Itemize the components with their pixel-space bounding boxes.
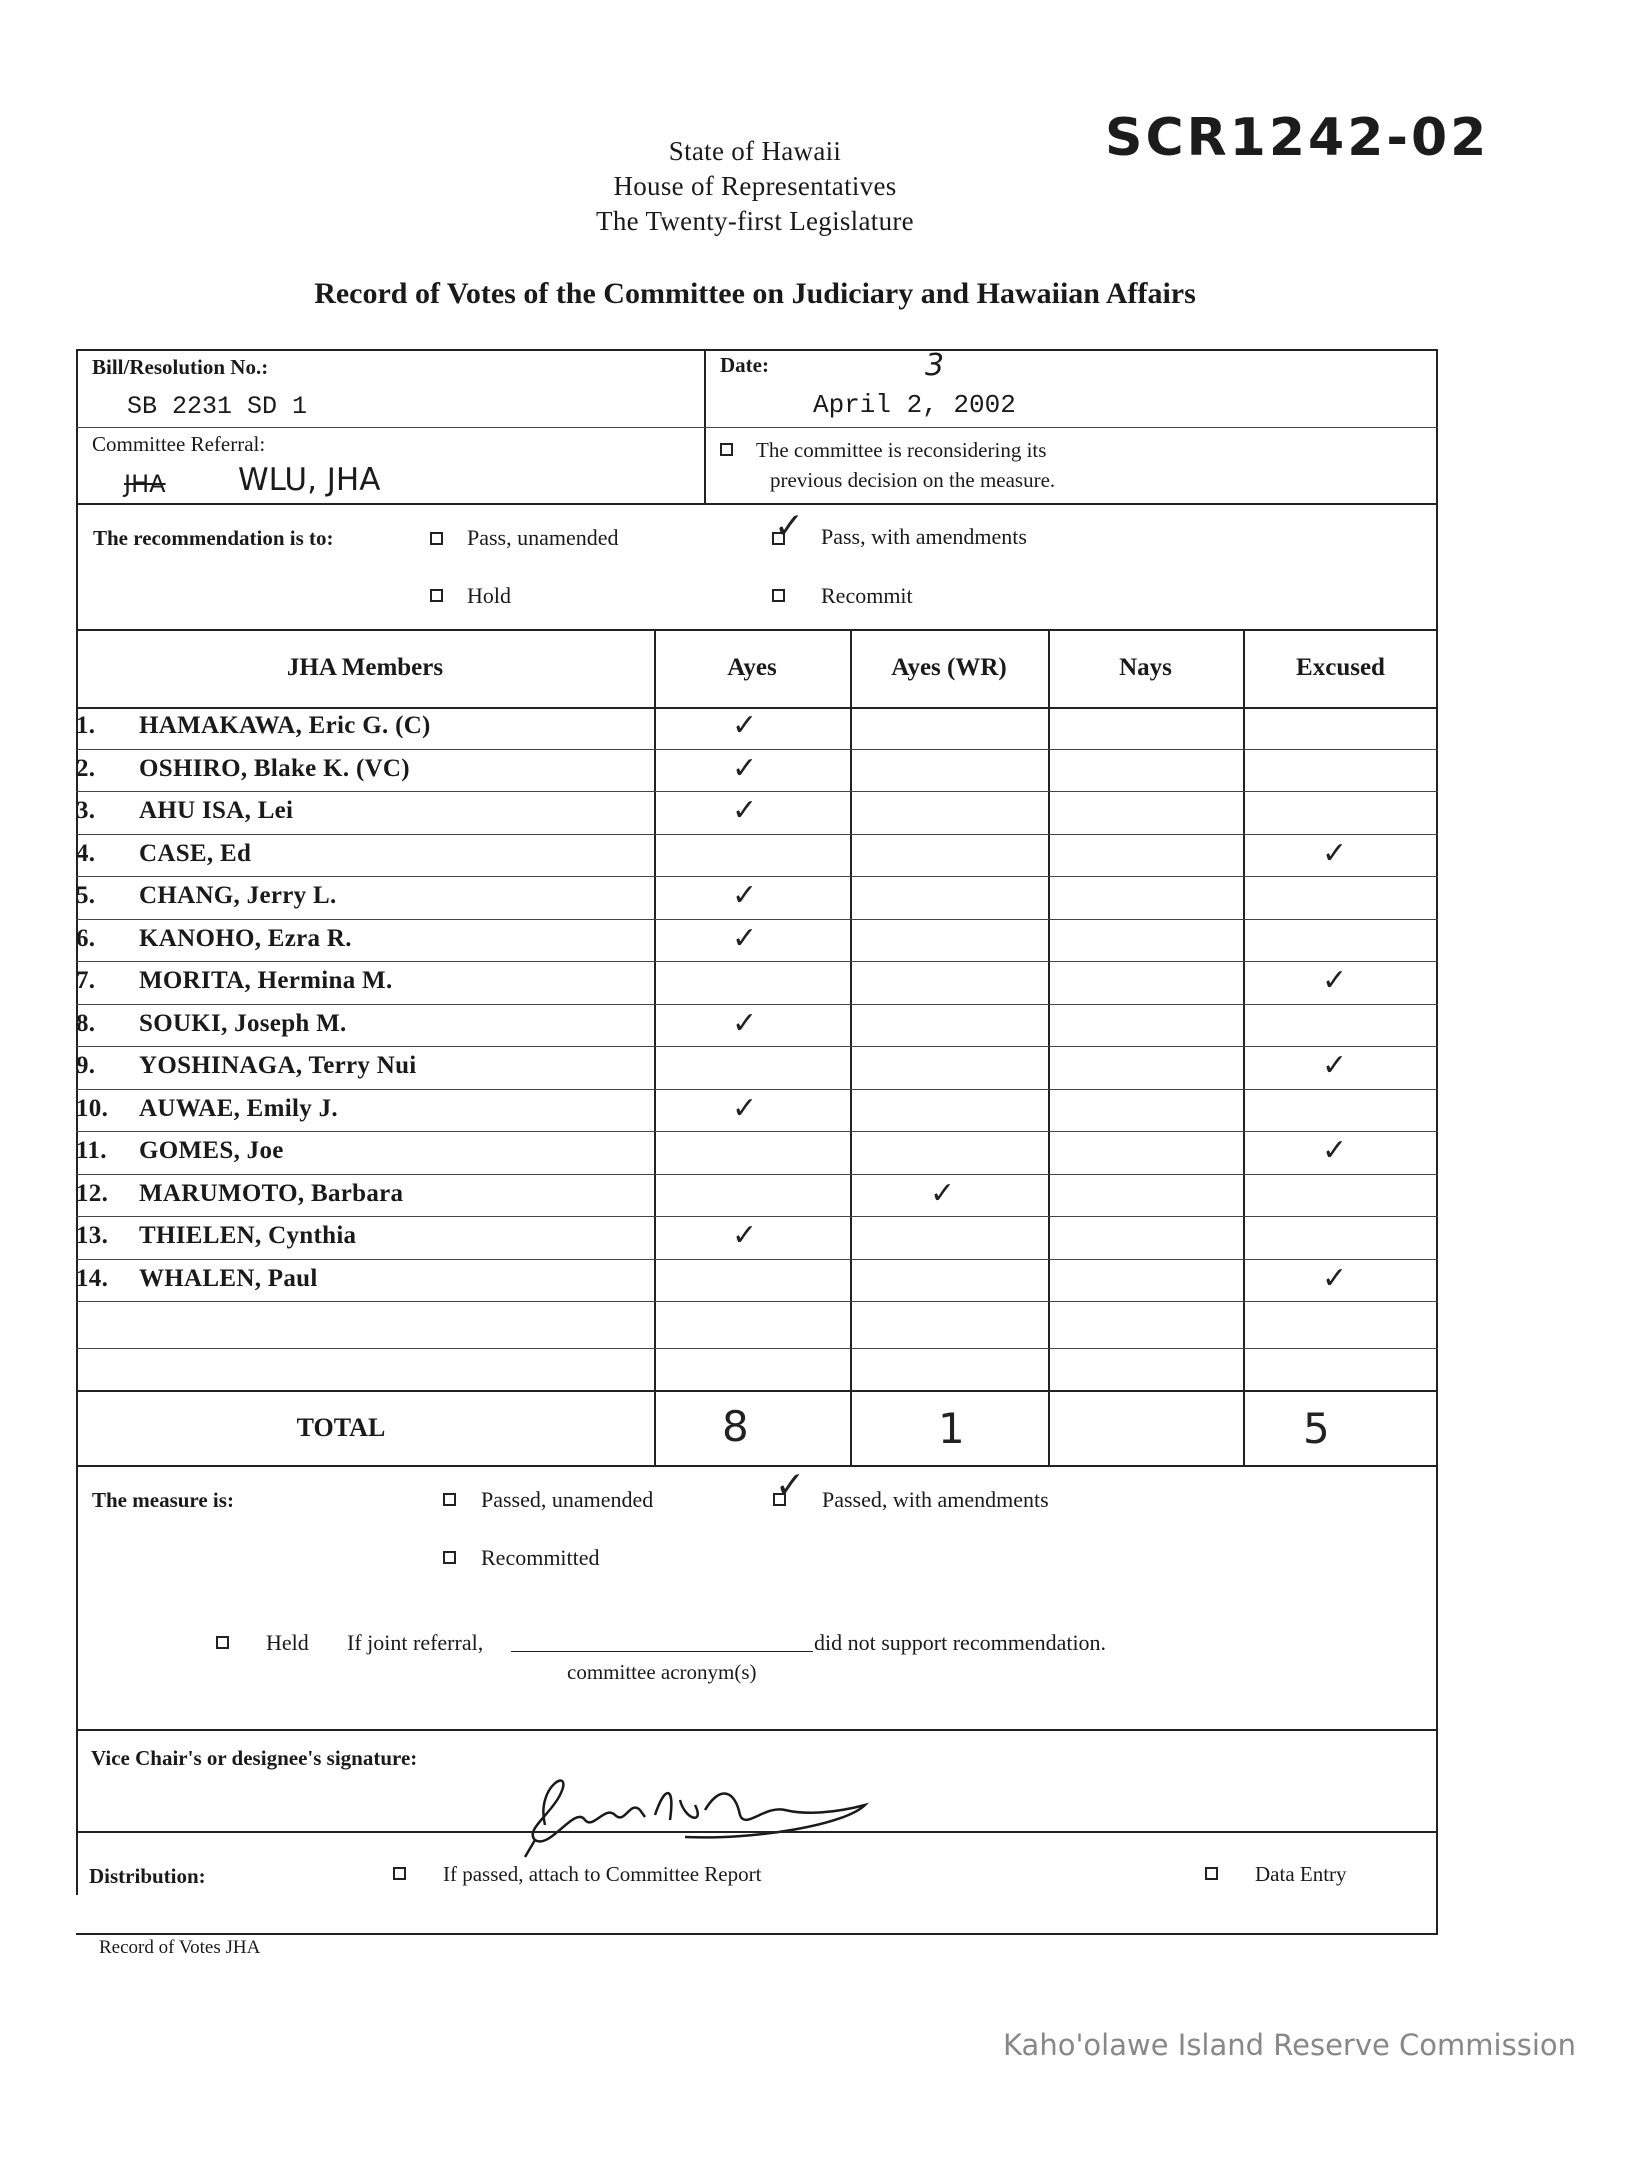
member-row — [76, 925, 352, 953]
signature-label: Vice Chair's or designee's signature: — [91, 1746, 418, 1770]
date-correction: 3 — [925, 348, 945, 383]
vote-checkmark-ayes: ✓ — [732, 793, 758, 828]
member-number: 12. — [76, 1179, 109, 1207]
member-number: 11. — [76, 1137, 107, 1164]
member-number: 14. — [76, 1264, 109, 1292]
bill-label: Bill/Resolution No.: — [92, 355, 269, 379]
total-label: TOTAL — [296, 1413, 386, 1442]
member-row — [76, 882, 337, 910]
vote-checkmark-ayes_wr: ✓ — [930, 1175, 956, 1211]
vote-checkmark-excused: ✓ — [1322, 1048, 1348, 1083]
reconsider-checkbox[interactable] — [720, 443, 733, 456]
member-name: YOSHINAGA, Terry Nui — [139, 1052, 417, 1079]
member-row — [76, 712, 431, 740]
member-number: 6. — [76, 924, 96, 952]
vote-checkmark-excused: ✓ — [1322, 835, 1348, 871]
member-name: CASE, Ed — [139, 839, 252, 867]
member-name: THIELEN, Cynthia — [139, 1222, 357, 1249]
measure-held-checkbox[interactable] — [216, 1636, 229, 1649]
member-name: MARUMOTO, Barbara — [139, 1179, 404, 1207]
rec-pass-amendments-label: Pass, with amendments — [821, 524, 1027, 549]
measure-passed-unamended-label: Passed, unamended — [481, 1487, 654, 1512]
measure-recommitted-checkbox[interactable] — [443, 1551, 456, 1564]
member-number: 2. — [76, 754, 96, 782]
joint-referral-prefix: If joint referral, — [347, 1630, 484, 1655]
member-row — [76, 1052, 417, 1080]
member-number: 1. — [76, 712, 96, 739]
signature-top-rule — [76, 1729, 1438, 1731]
total-ayes: 8 — [722, 1402, 749, 1451]
member-number: 5. — [76, 882, 96, 909]
member-row — [76, 840, 251, 868]
joint-referral-blank[interactable] — [511, 1651, 813, 1652]
member-name: GOMES, Joe — [139, 1137, 284, 1164]
archive-watermark: Kaho'olawe Island Reserve Commission — [1003, 2028, 1576, 2062]
form-title: Record of Votes of the Committee on Judiciary and Hawaiian Affairs — [314, 277, 1196, 310]
vote-checkmark-excused: ✓ — [1322, 1133, 1348, 1168]
distribution-data-entry-checkbox[interactable] — [1205, 1867, 1218, 1880]
vote-checkmark-excused: ✓ — [1322, 963, 1348, 998]
measure-passed-unamended-checkbox[interactable] — [443, 1493, 456, 1506]
header-legislature: The Twenty-first Legislature — [596, 206, 914, 236]
vote-checkmark-ayes: ✓ — [732, 708, 758, 743]
member-row — [76, 1265, 318, 1293]
member-row — [76, 1222, 356, 1250]
distribution-committee-report-label: If passed, attach to Committee Report — [443, 1862, 762, 1886]
signature-bottom-rule — [76, 1831, 1438, 1833]
distribution-committee-report-checkbox[interactable] — [393, 1867, 406, 1880]
col-header-excused: Excused — [1296, 654, 1385, 681]
header-house: House of Representatives — [613, 171, 897, 201]
total-excused: 5 — [1303, 1404, 1330, 1453]
date-value: April 2, 2002 — [813, 390, 1016, 420]
member-row — [76, 1095, 338, 1123]
member-name: SOUKI, Joseph M. — [139, 1009, 347, 1037]
recommendation-label: The recommendation is to: — [93, 526, 334, 550]
col-header-members: JHA Members — [286, 654, 444, 681]
form-id: Record of Votes JHA — [99, 1937, 261, 1958]
rec-hold-checkbox[interactable] — [430, 589, 443, 602]
rec-hold-label: Hold — [467, 583, 511, 608]
member-name: HAMAKAWA, Eric G. (C) — [139, 712, 431, 739]
member-row — [76, 1010, 347, 1038]
vote-checkmark-ayes: ✓ — [732, 878, 758, 913]
vote-checkmark-ayes: ✓ — [732, 1090, 758, 1126]
member-row — [76, 797, 293, 825]
measure-passed-amendments-checkmark: ✓ — [775, 1465, 806, 1506]
measure-passed-amendments-label: Passed, with amendments — [822, 1487, 1049, 1512]
handwritten-document-id: SCR1242-02 — [1105, 108, 1490, 168]
date-label: Date: — [720, 353, 769, 377]
member-name: WHALEN, Paul — [139, 1264, 318, 1292]
member-row — [76, 967, 393, 995]
rec-pass-amendments-checkmark: ✓ — [774, 506, 805, 547]
distribution-label: Distribution: — [89, 1864, 206, 1888]
vote-checkmark-ayes: ✓ — [732, 750, 758, 786]
rec-pass-unamended-label: Pass, unamended — [467, 525, 619, 550]
measure-recommitted-label: Recommitted — [481, 1545, 600, 1570]
member-number: 13. — [76, 1222, 109, 1249]
rec-recommit-checkbox[interactable] — [772, 589, 785, 602]
member-name: KANOHO, Ezra R. — [139, 924, 352, 952]
header-state: State of Hawaii — [668, 136, 842, 166]
reconsider-line1: The committee is reconsidering its — [756, 438, 1047, 462]
measure-held-label: Held — [266, 1630, 309, 1655]
vote-checkmark-ayes: ✓ — [732, 920, 758, 956]
committee-acronym-label: committee acronym(s) — [567, 1660, 757, 1684]
reconsider-line2: previous decision on the measure. — [770, 468, 1056, 492]
rec-pass-unamended-checkbox[interactable] — [430, 532, 443, 545]
member-number: 3. — [76, 797, 96, 824]
member-number: 4. — [76, 839, 96, 867]
col-header-nays: Nays — [1119, 654, 1172, 681]
distribution-data-entry-label: Data Entry — [1255, 1862, 1347, 1886]
member-name: AUWAE, Emily J. — [139, 1094, 338, 1122]
total-ayes-wr: 1 — [938, 1404, 965, 1453]
bill-number: SB 2231 SD 1 — [127, 392, 308, 421]
member-name: OSHIRO, Blake K. (VC) — [139, 754, 410, 782]
joint-referral-suffix: did not support recommendation. — [814, 1630, 1107, 1655]
referral-struck: JHA — [124, 470, 166, 498]
col-header-ayes-wr: Ayes (WR) — [891, 654, 1007, 681]
member-row — [76, 1137, 284, 1165]
measure-label: The measure is: — [92, 1488, 234, 1512]
vote-checkmark-ayes: ✓ — [732, 1005, 758, 1041]
signature-scribble — [505, 1745, 875, 1860]
member-number: 9. — [76, 1052, 96, 1079]
rec-recommit-label: Recommit — [821, 583, 913, 608]
member-number: 10. — [76, 1094, 109, 1122]
vote-checkmark-excused: ✓ — [1322, 1260, 1348, 1296]
member-name: MORITA, Hermina M. — [139, 967, 393, 994]
col-header-ayes: Ayes — [727, 654, 777, 681]
member-number: 8. — [76, 1009, 96, 1037]
member-name: CHANG, Jerry L. — [139, 882, 337, 909]
member-name: AHU ISA, Lei — [139, 797, 294, 824]
referral-label: Committee Referral: — [92, 432, 266, 456]
member-row — [76, 755, 410, 783]
member-number: 7. — [76, 967, 96, 994]
referral-value: WLU, JHA — [238, 462, 381, 498]
vote-checkmark-ayes: ✓ — [732, 1218, 758, 1253]
member-row — [76, 1180, 403, 1208]
